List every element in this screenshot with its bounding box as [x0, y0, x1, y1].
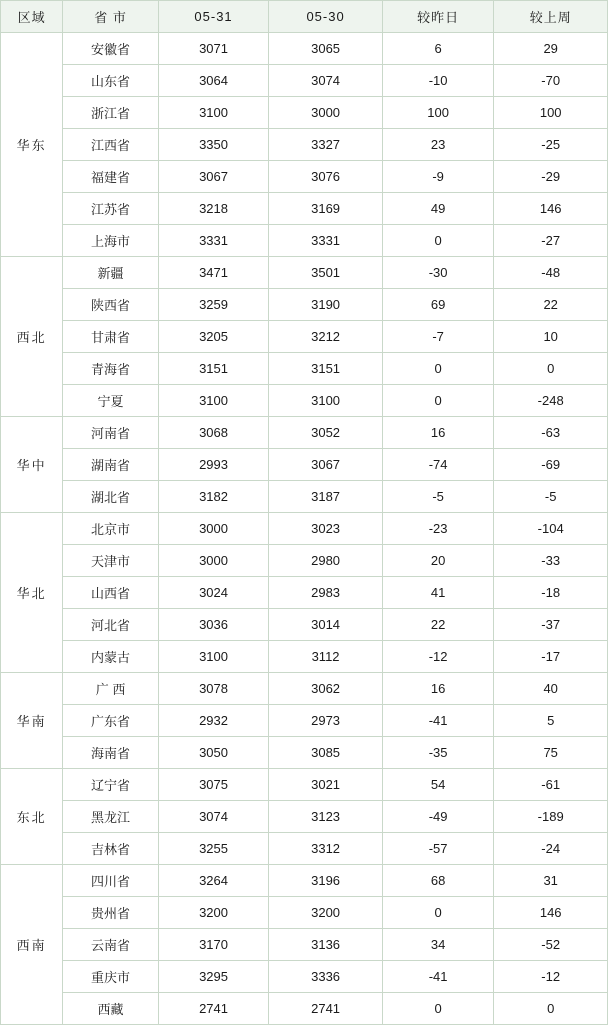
price-prev-cell: 3067 — [269, 449, 383, 481]
change-week-cell: 100 — [494, 97, 608, 129]
province-cell: 广 西 — [63, 673, 158, 705]
price-prev-cell: 3014 — [269, 609, 383, 641]
table-row — [1, 321, 608, 353]
price-today-cell: 2993 — [158, 449, 269, 481]
price-today-cell: 2741 — [158, 993, 269, 1025]
price-today-cell: 3068 — [158, 417, 269, 449]
price-today-cell: 3064 — [158, 65, 269, 97]
table-row — [1, 481, 608, 513]
table-row — [1, 257, 608, 289]
region-cell: 华东 — [1, 33, 63, 257]
price-prev-cell: 3151 — [269, 353, 383, 385]
price-today-cell: 3074 — [158, 801, 269, 833]
price-prev-cell: 3023 — [269, 513, 383, 545]
province-cell: 北京市 — [63, 513, 158, 545]
table-row — [1, 929, 608, 961]
table-row — [1, 737, 608, 769]
column-header-change-week: 较上周 — [494, 1, 608, 33]
change-week-cell: -5 — [494, 481, 608, 513]
price-prev-cell: 3062 — [269, 673, 383, 705]
price-prev-cell: 2741 — [269, 993, 383, 1025]
province-cell: 黑龙江 — [63, 801, 158, 833]
province-cell: 江苏省 — [63, 193, 158, 225]
change-week-cell: -189 — [494, 801, 608, 833]
price-today-cell: 3218 — [158, 193, 269, 225]
price-prev-cell: 3187 — [269, 481, 383, 513]
table-row — [1, 97, 608, 129]
change-week-cell: -25 — [494, 129, 608, 161]
province-cell: 广东省 — [63, 705, 158, 737]
province-cell: 云南省 — [63, 929, 158, 961]
change-day-cell: 0 — [382, 225, 494, 257]
price-prev-cell: 3501 — [269, 257, 383, 289]
column-header-region: 区域 — [1, 1, 63, 33]
change-week-cell: 0 — [494, 993, 608, 1025]
table-row — [1, 385, 608, 417]
region-cell: 西南 — [1, 865, 63, 1025]
change-week-cell: -18 — [494, 577, 608, 609]
price-prev-cell: 3112 — [269, 641, 383, 673]
price-today-cell: 3100 — [158, 385, 269, 417]
change-day-cell: -10 — [382, 65, 494, 97]
table-row — [1, 833, 608, 865]
price-today-cell: 3255 — [158, 833, 269, 865]
province-cell: 山东省 — [63, 65, 158, 97]
table-row — [1, 289, 608, 321]
change-day-cell: 16 — [382, 673, 494, 705]
price-prev-cell: 3169 — [269, 193, 383, 225]
column-header-province: 省 市 — [63, 1, 158, 33]
change-day-cell: 41 — [382, 577, 494, 609]
price-today-cell: 3151 — [158, 353, 269, 385]
region-cell: 华北 — [1, 513, 63, 673]
change-day-cell: -7 — [382, 321, 494, 353]
change-week-cell: 5 — [494, 705, 608, 737]
change-week-cell: -61 — [494, 769, 608, 801]
table-row — [1, 161, 608, 193]
column-header-date-prev: 05-30 — [269, 1, 383, 33]
province-cell: 内蒙古 — [63, 641, 158, 673]
price-prev-cell: 3021 — [269, 769, 383, 801]
region-cell: 华南 — [1, 673, 63, 769]
price-today-cell: 3050 — [158, 737, 269, 769]
region-cell: 华中 — [1, 417, 63, 513]
table-row — [1, 865, 608, 897]
price-today-cell: 3200 — [158, 897, 269, 929]
change-day-cell: 68 — [382, 865, 494, 897]
price-prev-cell: 3336 — [269, 961, 383, 993]
change-day-cell: 0 — [382, 353, 494, 385]
table-row — [1, 449, 608, 481]
change-day-cell: -41 — [382, 961, 494, 993]
province-cell: 安徽省 — [63, 33, 158, 65]
change-day-cell: -74 — [382, 449, 494, 481]
change-day-cell: 6 — [382, 33, 494, 65]
change-day-cell: 20 — [382, 545, 494, 577]
price-prev-cell: 3312 — [269, 833, 383, 865]
change-day-cell: -41 — [382, 705, 494, 737]
change-week-cell: -33 — [494, 545, 608, 577]
change-week-cell: -29 — [494, 161, 608, 193]
table-row — [1, 33, 608, 65]
price-today-cell: 3100 — [158, 641, 269, 673]
change-week-cell: 31 — [494, 865, 608, 897]
change-week-cell: 22 — [494, 289, 608, 321]
price-prev-cell: 3074 — [269, 65, 383, 97]
price-prev-cell: 3065 — [269, 33, 383, 65]
price-today-cell: 3075 — [158, 769, 269, 801]
table-row — [1, 545, 608, 577]
change-day-cell: -30 — [382, 257, 494, 289]
table-row — [1, 193, 608, 225]
price-today-cell: 3100 — [158, 97, 269, 129]
change-week-cell: -52 — [494, 929, 608, 961]
table-row — [1, 673, 608, 705]
province-cell: 贵州省 — [63, 897, 158, 929]
header-row — [1, 1, 608, 33]
price-today-cell: 3350 — [158, 129, 269, 161]
province-cell: 江西省 — [63, 129, 158, 161]
table-row — [1, 801, 608, 833]
change-day-cell: 22 — [382, 609, 494, 641]
price-today-cell: 3295 — [158, 961, 269, 993]
price-today-cell: 2932 — [158, 705, 269, 737]
table-row — [1, 417, 608, 449]
change-week-cell: -37 — [494, 609, 608, 641]
price-today-cell: 3205 — [158, 321, 269, 353]
change-day-cell: -35 — [382, 737, 494, 769]
price-prev-cell: 2983 — [269, 577, 383, 609]
price-prev-cell: 3331 — [269, 225, 383, 257]
price-today-cell: 3000 — [158, 513, 269, 545]
change-week-cell: 40 — [494, 673, 608, 705]
province-cell: 辽宁省 — [63, 769, 158, 801]
province-cell: 河北省 — [63, 609, 158, 641]
price-today-cell: 3471 — [158, 257, 269, 289]
change-week-cell: -69 — [494, 449, 608, 481]
change-day-cell: 54 — [382, 769, 494, 801]
table-row — [1, 353, 608, 385]
price-prev-cell: 3327 — [269, 129, 383, 161]
price-today-cell: 3000 — [158, 545, 269, 577]
price-prev-cell: 3200 — [269, 897, 383, 929]
change-day-cell: -23 — [382, 513, 494, 545]
price-prev-cell: 3076 — [269, 161, 383, 193]
change-week-cell: -24 — [494, 833, 608, 865]
change-week-cell: 0 — [494, 353, 608, 385]
region-cell: 东北 — [1, 769, 63, 865]
province-cell: 天津市 — [63, 545, 158, 577]
change-week-cell: 29 — [494, 33, 608, 65]
table-row — [1, 769, 608, 801]
price-today-cell: 3170 — [158, 929, 269, 961]
price-prev-cell: 3136 — [269, 929, 383, 961]
price-today-cell: 3182 — [158, 481, 269, 513]
change-day-cell: 0 — [382, 897, 494, 929]
table-body — [1, 33, 608, 1025]
province-cell: 浙江省 — [63, 97, 158, 129]
table-row — [1, 609, 608, 641]
change-day-cell: 0 — [382, 993, 494, 1025]
price-today-cell: 3331 — [158, 225, 269, 257]
table-row — [1, 897, 608, 929]
change-week-cell: -17 — [494, 641, 608, 673]
price-prev-cell: 3196 — [269, 865, 383, 897]
change-week-cell: -12 — [494, 961, 608, 993]
change-day-cell: 16 — [382, 417, 494, 449]
change-day-cell: 23 — [382, 129, 494, 161]
change-day-cell: -49 — [382, 801, 494, 833]
price-today-cell: 3024 — [158, 577, 269, 609]
change-week-cell: -248 — [494, 385, 608, 417]
province-cell: 新疆 — [63, 257, 158, 289]
change-day-cell: 100 — [382, 97, 494, 129]
table-row — [1, 641, 608, 673]
price-prev-cell: 2980 — [269, 545, 383, 577]
province-cell: 重庆市 — [63, 961, 158, 993]
province-cell: 湖南省 — [63, 449, 158, 481]
price-today-cell: 3067 — [158, 161, 269, 193]
price-prev-cell: 2973 — [269, 705, 383, 737]
change-week-cell: -70 — [494, 65, 608, 97]
price-today-cell: 3078 — [158, 673, 269, 705]
price-today-cell: 3264 — [158, 865, 269, 897]
change-week-cell: -27 — [494, 225, 608, 257]
price-prev-cell: 3212 — [269, 321, 383, 353]
change-week-cell: -48 — [494, 257, 608, 289]
column-header-date-today: 05-31 — [158, 1, 269, 33]
price-prev-cell: 3123 — [269, 801, 383, 833]
price-today-cell: 3259 — [158, 289, 269, 321]
change-day-cell: -5 — [382, 481, 494, 513]
table-header — [1, 1, 608, 33]
table-row — [1, 577, 608, 609]
province-cell: 青海省 — [63, 353, 158, 385]
province-cell: 甘肃省 — [63, 321, 158, 353]
column-header-change-day: 较昨日 — [382, 1, 494, 33]
table-row — [1, 65, 608, 97]
price-prev-cell: 3085 — [269, 737, 383, 769]
price-today-cell: 3071 — [158, 33, 269, 65]
change-week-cell: 10 — [494, 321, 608, 353]
change-week-cell: -63 — [494, 417, 608, 449]
change-day-cell: -12 — [382, 641, 494, 673]
table-row — [1, 961, 608, 993]
price-prev-cell: 3000 — [269, 97, 383, 129]
region-cell: 西北 — [1, 257, 63, 417]
province-cell: 上海市 — [63, 225, 158, 257]
table-row — [1, 993, 608, 1025]
price-prev-cell: 3190 — [269, 289, 383, 321]
province-cell: 海南省 — [63, 737, 158, 769]
price-today-cell: 3036 — [158, 609, 269, 641]
table-row — [1, 705, 608, 737]
change-week-cell: -104 — [494, 513, 608, 545]
province-cell: 吉林省 — [63, 833, 158, 865]
table-row — [1, 513, 608, 545]
table-row — [1, 225, 608, 257]
province-cell: 陕西省 — [63, 289, 158, 321]
change-day-cell: 49 — [382, 193, 494, 225]
change-day-cell: -9 — [382, 161, 494, 193]
table-row — [1, 129, 608, 161]
change-week-cell: 146 — [494, 193, 608, 225]
province-cell: 西藏 — [63, 993, 158, 1025]
price-prev-cell: 3052 — [269, 417, 383, 449]
price-prev-cell: 3100 — [269, 385, 383, 417]
province-cell: 四川省 — [63, 865, 158, 897]
province-cell: 宁夏 — [63, 385, 158, 417]
change-day-cell: 0 — [382, 385, 494, 417]
change-week-cell: 75 — [494, 737, 608, 769]
province-cell: 河南省 — [63, 417, 158, 449]
province-cell: 湖北省 — [63, 481, 158, 513]
province-cell: 福建省 — [63, 161, 158, 193]
change-day-cell: 69 — [382, 289, 494, 321]
province-cell: 山西省 — [63, 577, 158, 609]
change-day-cell: 34 — [382, 929, 494, 961]
change-day-cell: -57 — [382, 833, 494, 865]
change-week-cell: 146 — [494, 897, 608, 929]
